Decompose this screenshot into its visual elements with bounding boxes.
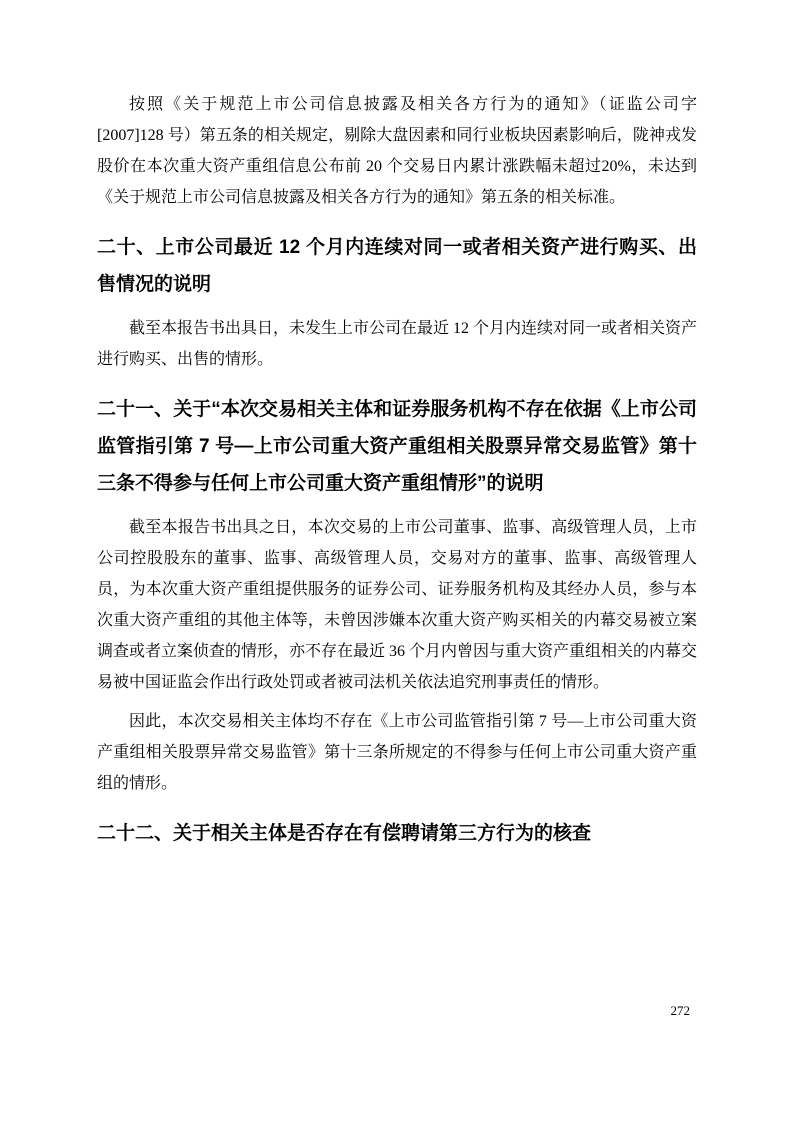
document-content [97, 89, 697, 862]
section-heading-21: 二十一、关于“本次交易相关主体和证券服务机构不存在依据《上市公司监管指引第 7 号—上市公司重大资产重组相关股票异常交易监管》第十三条不得参与任何上市公司重大资产重组情形”的说明 [97, 399, 697, 494]
section-heading-22: 二十二、关于相关主体是否存在有偿聘请第三方行为的核查 [97, 823, 592, 844]
body-paragraph: 按照《关于规范上市公司信息披露及相关各方行为的通知》（证监公司字[2007]128 号）第五条的相关规定，剔除大盘因素和同行业板块因素影响后，陇神戎发股价在本次重大资产重组信息公布前 20 个交易日内累计涨跌幅未超过20%，未达到《关于规范上市公司信息披露及相关各方行为的通知》第五条的相关标准。 [97, 96, 697, 206]
body-paragraph: 因此，本次交易相关主体均不存在《上市公司监管指引第 7 号—上市公司重大资产重组相关股票异常交易监管》第十三条所规定的不得参与任何上市公司重大资产重组的情形。 [97, 713, 697, 792]
section-heading-20: 二十、上市公司最近 12 个月内连续对同一或者相关资产进行购买、出售情况的说明 [97, 237, 697, 295]
body-paragraph: 截至本报告书出具之日，本次交易的上市公司董事、监事、高级管理人员，上市公司控股股东的董事、监事、高级管理人员，交易对方的董事、监事、高级管理人员，为本次重大资产重组提供服务的证券公司、证券服务机构及其经办人员，参与本次重大资产重组的其他主体等，未曾因涉嫌本次重大资产购买相关的内幕交易被立案调查或者立案侦查的情形，亦不存在最近 36 个月内曾因与重大资产重组相关的内幕交易被中国证监会作出行政处罚或者被司法机关依法追究刑事责任的情形。 [97, 519, 698, 691]
body-paragraph: 截至本报告书出具日，未发生上市公司在最近 12 个月内连续对同一或者相关资产进行购买、出售的情形。 [97, 320, 698, 368]
page-number: 272 [670, 1003, 690, 1018]
